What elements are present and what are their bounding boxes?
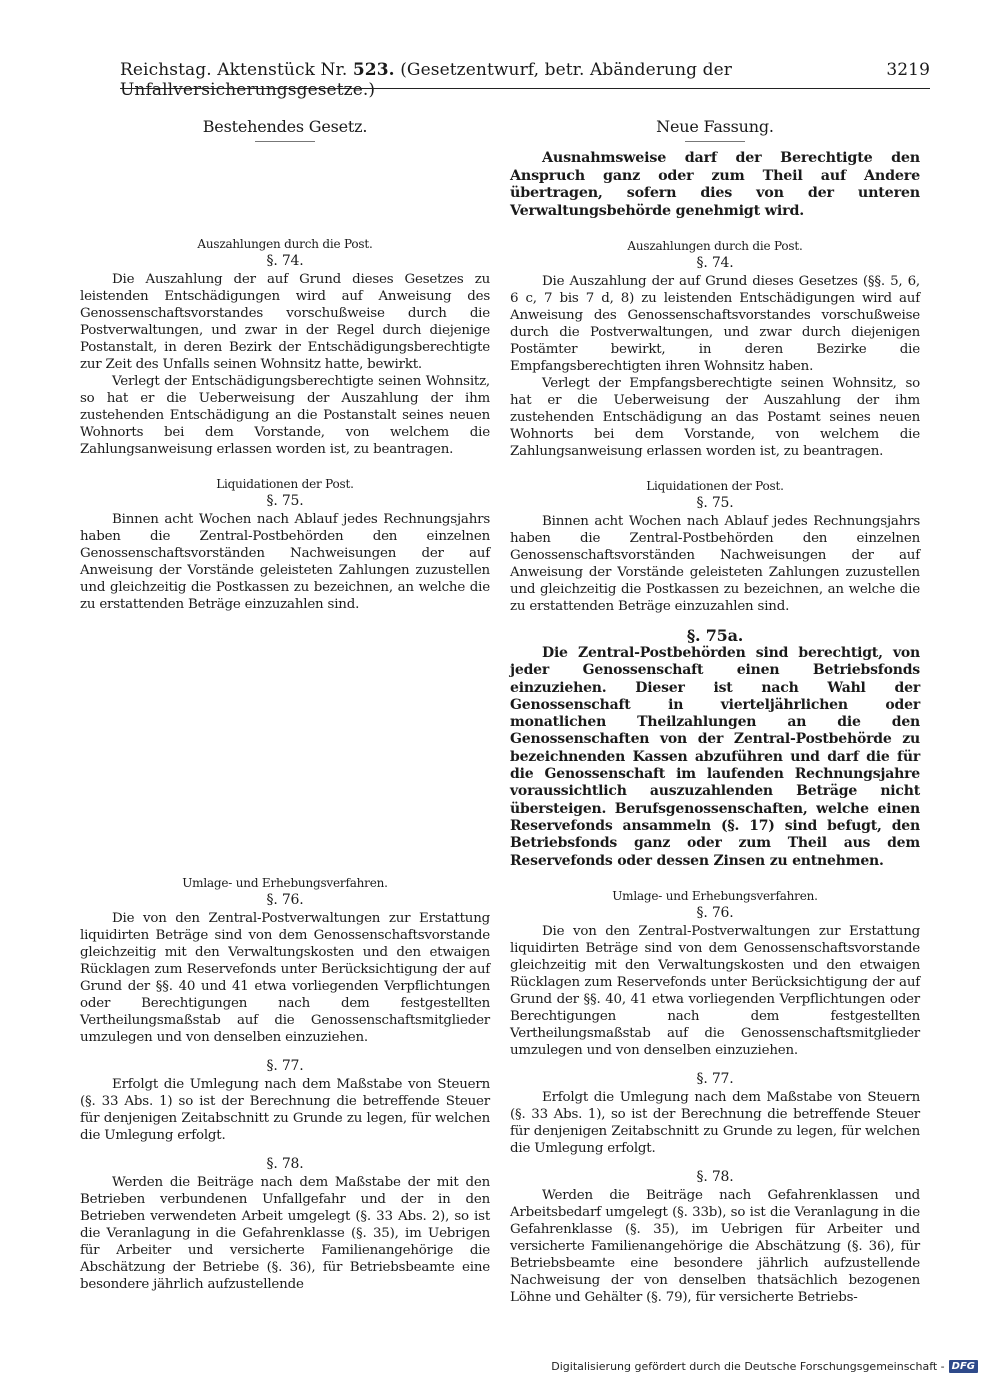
right-s78-para-1: Werden die Beiträge nach Gefahrenklassen und Arbeitsbedarf umgelegt (§. 33b), so ist die Veranlagung in die Gefahrenklasse (§. 35), im Uebrigen für Arbeiter und versicherte Familienangehörige die Abschätzung (§. 36), für Betriebsbeamte eine besondere jährlich aufzustellende Nachweisung der von denselben thatsächlich bezogenen Löhne und Gehälter (§. 79), für versicherte Betriebs- [510,1187,920,1305]
left-title-rule [255,141,315,142]
left-s75-caption: Liquidationen der Post. [216,477,354,491]
right-s74-number: §. 74. [696,255,734,271]
left-column-title: Bestehendes Gesetz. [202,117,368,136]
right-s74-para-1: Die Auszahlung der auf Grund dieses Gesetzes (§§. 5, 6, 6 c, 7 bis 7 d, 8) zu leistenden Entschädigungen wird auf Anweisung des Genossenschaftsvorstandes vorschußweise durch die Postverwaltungen, und zwar durch diejenigen Postämter bewirkt, in deren Bezirke die Empfangsberechtigten ihren Wohnsitz haben. [510,274,920,374]
header-divider [120,88,930,89]
right-s76-para-1: Die von den Zentral-Postverwaltungen zur Erstattung liquidirten Beträge sind von dem Genossenschaftsvorstande gleichzeitig mit den Verwaltungskosten und den etwaigen Rücklagen zum Reservefonds unter Berücksichtigung der auf Grund der §§. 40, 41 etwa vorliegenden Verpflichtungen oder Berechtigungen nach dem festgestellten Vertheilungsmaßstab auf die Genossenschaftsmitglieder umzulegen und von denselben einzuziehen. [510,923,920,1058]
header-title [120,60,886,100]
left-s74-caption: Auszahlungen durch die Post. [197,237,373,251]
left-column-existing-law [80,112,490,1293]
left-s74-para-1: Die Auszahlung der auf Grund dieses Gesetzes zu leistenden Entschädigungen wird auf Anweisung des Genossenschaftsvorstandes vorschußweise durch die Postverwaltungen, und zwar in der Regel durch diejenige Postanstalt, in deren Bezirk der Entschädigungsberechtigte zur Zeit des Unfalls seinen Wohnsitz hatte, bewirkt. [80,272,490,372]
right-s75-para-1: Binnen acht Wochen nach Ablauf jedes Rechnungsjahrs haben die Zentral-Postbehörden den einzelnen Genossenschaftsvorständen Nachweisungen der auf Anweisung der Vorstände geleisteten Zahlungen zuzustellen und gleichzeitig die Postkassen zu bezeichnen, an welche die zu erstattenden Beträge einzuzahlen sind. [510,514,920,614]
left-intro-spacer [80,172,490,236]
right-s77-para-1: Erfolgt die Umlegung nach dem Maßstabe von Steuern (§. 33 Abs. 1), so ist der Berechnung die betreffende Steuer für denjenigen Zeitabschnitt zu Grunde zu legen, für welchen die Umlegung erfolgt. [510,1089,920,1156]
right-s77-number: §. 77. [696,1070,734,1087]
right-s75-caption: Liquidationen der Post. [646,479,784,493]
left-s76-caption: Umlage- und Erhebungsverfahren. [182,876,388,890]
right-s76-caption: Umlage- und Erhebungsverfahren. [612,888,818,903]
left-s76-number: §. 76. [266,892,304,908]
left-s75-number: §. 75. [266,493,304,509]
right-column-title: Neue Fassung. [656,117,774,136]
right-s75a-number: §. 75a. [686,626,744,645]
right-s75-number: §. 75. [696,495,734,511]
right-s74-caption: Auszahlungen durch die Post. [627,239,803,253]
page-number: 3219 [886,60,930,80]
right-s76-number: §. 76. [696,904,734,921]
right-column-new-version [510,112,920,1306]
right-intro-paragraph: Ausnahmsweise darf der Berechtigte den Anspruch ganz oder zum Theil auf Andere übertragen, sofern dies von der unteren Verwaltungsbehörde genehmigt wird. [510,150,920,219]
header-prefix: Reichstag. Aktenstück Nr. [120,60,348,80]
right-title-rule [685,141,745,142]
left-s78-number: §. 78. [266,1156,304,1172]
left-s75a-spacer [80,613,490,875]
left-s74-para-2: Verlegt der Entschädigungsberechtigte seinen Wohnsitz, so hat er die Ueberweisung der Auszahlung der ihm zustehenden Entschädigung an die Postanstalt seines neuen Wohnorts bei dem Vorstande, von welchem die Zahlungsanweisung erlassen worden ist, zu beantragen. [80,374,490,457]
left-s75-para-1: Binnen acht Wochen nach Ablauf jedes Rechnungsjahrs haben die Zentral-Postbehörden den einzelnen Genossenschaftsvorständen Nachweisungen der auf Anweisung der Vorstände geleisteten Zahlungen zuzustellen und gleichzeitig die Postkassen zu bezeichnen, an welche die zu erstattenden Beträge einzuzahlen sind. [80,512,490,612]
right-s75a-para-1: Die Zentral-Postbehörden sind berechtigt, von jeder Genossenschaft einen Betriebsfonds einzuziehen. Dieser ist nach Wahl der Genossenschaft in vierteljährlichen oder monatlichen Theilzahlungen an die den Genossenschaften von der Zentral-Postbehörde zu bezeichnenden Kassen abzuführen und darf die für die Genossenschaft im laufenden Rechnungsjahre voraussichtlich auszuzahlenden Beträge nicht übersteigen. Berufsgenossenschaften, welche einen Reservefonds ansammeln (§. 17) sind befugt, den Betriebsfonds ganz oder zum Theil aus dem Reservefonds oder dessen Zinsen zu entnehmen. [510,645,920,869]
left-s77-para-1: Erfolgt die Umlegung nach dem Maßstabe von Steuern (§. 33 Abs. 1) so ist der Berechnung die betreffende Steuer für denjenigen Zeitabschnitt zu Grunde zu legen, für welchen die Umlegung erfolgt. [80,1077,490,1143]
right-s74-para-2: Verlegt der Empfangsberechtigte seinen Wohnsitz, so hat er die Ueberweisung der Auszahlung der ihm zustehenden Entschädigung an das Postamt seines neuen Wohnorts bei dem Vorstande, von welchem die Zahlungsanweisung erlassen worden ist, zu beantragen. [510,376,920,459]
left-s78-para-1: Werden die Beiträge nach dem Maßstabe der mit den Betrieben verbundenen Unfallgefahr und der in den Betrieben verwendeten Arbeit umgelegt (§. 33 Abs. 2), so ist die Veranlagung in die Gefahrenklasse (§. 35), im Uebrigen für Arbeiter und versicherte Familienangehörige die Abschätzung der Betriebe (§. 36), für Betriebsbeamte eine besondere jährlich aufzustellende [80,1175,490,1292]
header-number: 523. [352,60,395,80]
left-s76-para-1: Die von den Zentral-Postverwaltungen zur Erstattung liquidirten Beträge sind von dem Genossenschaftsvorstande gleichzeitig mit den Verwaltungskosten und den etwaigen Rücklagen zum Reservefonds unter Berücksichtigung der auf Grund der §§. 40 und 41 etwa vorliegenden Verpflichtungen oder Berechtigungen nach dem festgestellten Vertheilungsmaßstab auf die Genossenschaftsmitglieder umzulegen und von denselben einzuziehen. [80,911,490,1045]
footer-text: Digitalisierung gefördert durch die Deutsche Forschungsgemeinschaft - [551,1360,945,1373]
digitization-footer [551,1360,978,1373]
dfg-logo-icon: DFG [949,1360,978,1373]
right-s78-number: §. 78. [696,1168,734,1185]
left-s74-number: §. 74. [266,253,304,269]
page-header [120,60,930,100]
header-subtitle: (Gesetzentwurf, betr. Abänderung der Unfallversicherungsgesetze.) [120,60,733,100]
left-s77-number: §. 77. [266,1058,304,1074]
